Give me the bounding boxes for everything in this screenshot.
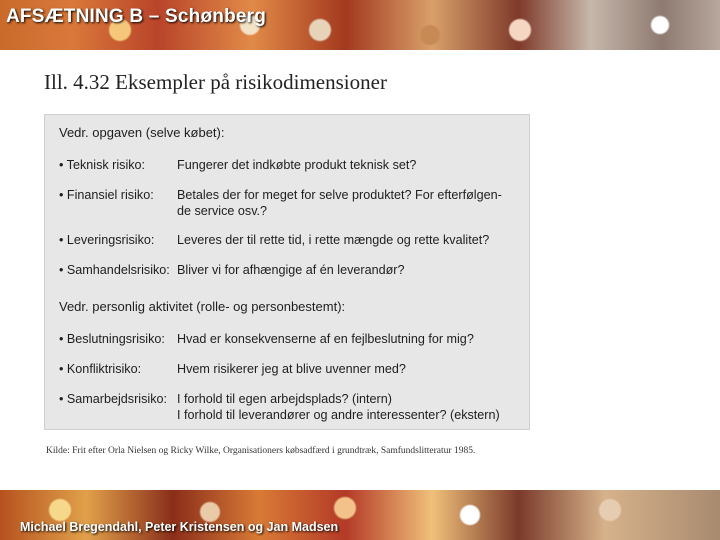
section-heading-personal: Vedr. personlig aktivitet (rolle- og personbestemt): (59, 299, 346, 314)
risk-description: I forhold til egen arbejdsplads? (intern) I forhold til leverandører og andre interessenter? (ekstern) (177, 392, 500, 422)
risk-term: • Finansiel risiko: (59, 188, 154, 202)
top-photo-banner (0, 0, 720, 50)
risk-term: • Teknisk risiko: (59, 158, 146, 172)
risk-term: • Beslutningsrisiko: (59, 332, 165, 346)
footer-authors: Michael Bregendahl, Peter Kristensen og Jan Madsen (20, 520, 339, 534)
source-note: Kilde: Frit efter Orla Nielsen og Ricky Wilke, Organisationers købsadfærd i grundtræk, Samfundslitteratur 1985. (46, 446, 476, 456)
risk-term: • Samarbejdsrisiko: (59, 392, 167, 406)
section-heading-task: Vedr. opgaven (selve købet): (59, 125, 225, 140)
risk-term: • Leveringsrisiko: (59, 233, 155, 247)
illustration-title: Ill. 4.32 Eksempler på risikodimensioner (44, 70, 387, 94)
bottom-photo-banner (0, 490, 720, 540)
risk-description: Leveres der til rette tid, i rette mængde og rette kvalitet? (177, 233, 490, 247)
slide-title: AFSÆTNING B – Schønberg (6, 6, 267, 27)
risk-description: Betales der for meget for selve produktet? For efterfølgen- de service osv.? (177, 188, 502, 218)
risk-description: Hvad er konsekvenserne af en fejlbeslutning for mig? (177, 332, 474, 346)
risk-term: • Samhandelsrisiko: (59, 263, 170, 277)
risk-description: Bliver vi for afhængige af én leverandør? (177, 263, 405, 277)
risk-dimensions-figure (44, 114, 530, 430)
risk-description: Fungerer det indkøbte produkt teknisk set? (177, 158, 417, 172)
risk-term: • Konfliktrisiko: (59, 362, 142, 376)
risk-description: Hvem risikerer jeg at blive uvenner med? (177, 362, 406, 376)
